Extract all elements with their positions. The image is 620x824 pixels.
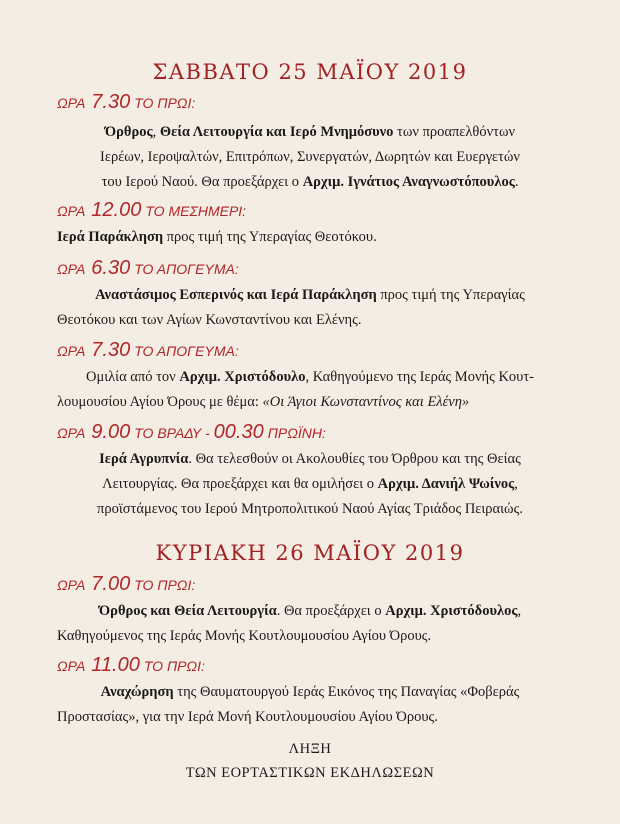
- event-text-line: Αναστάσιμος Εσπερινός και Ιερά Παράκληση προς τιμή της Υπεραγίας: [95, 287, 525, 303]
- time-heading-1100-morning: ΩΡΑ 11.00 ΤΟ ΠΡΩΙ:: [57, 654, 205, 676]
- time-heading-0900-night: ΩΡΑ 9.00 ΤΟ ΒΡΑΔΥ - 00.30 ΠΡΩΪΝΗ:: [57, 421, 326, 443]
- event-text-line: Ομιλία από τον Αρχιμ. Χριστόδουλο, Καθηγούμενο της Ιεράς Μονής Κουτ-: [85, 369, 535, 385]
- closing-line-events: ΤΩΝ ΕΟΡΤΑΣΤΙΚΩΝ ΕΚΔΗΛΩΣΕΩΝ: [185, 765, 435, 781]
- time-heading-0730-morning: ΩΡΑ 7.30 ΤΟ ΠΡΩΙ:: [57, 91, 196, 113]
- event-text-line: Ιερέων, Ιεροψαλτών, Επιτρόπων, Συνεργατών, Δωρητών και Ευεργετών: [100, 149, 520, 165]
- closing-line-end: ΛΗΞΗ: [288, 741, 332, 757]
- event-text-line: Όρθρος, Θεία Λειτουργία και Ιερό Μνημόσυνο των προαπελθόντων: [104, 124, 516, 140]
- time-heading-0730-afternoon: ΩΡΑ 7.30 ΤΟ ΑΠΟΓΕΥΜΑ:: [57, 339, 239, 361]
- event-text-line: Αναχώρηση της Θαυματουργού Ιεράς Εικόνος της Παναγίας «Φοβεράς: [100, 684, 520, 700]
- event-text-line: Θεοτόκου και των Αγίων Κωνσταντίνου και Ελένης.: [57, 312, 362, 328]
- event-text-line: του Ιερού Ναού. Θα προεξάρχει ο Αρχιμ. Ιγνάτιος Αναγνωστόπουλος.: [101, 174, 519, 190]
- time-heading-1200-noon: ΩΡΑ 12.00 ΤΟ ΜΕΣΗΜΕΡΙ:: [57, 199, 247, 221]
- event-text-line: λουμουσίου Αγίου Όρους με θέμα: «Οι Άγιοι Κωνσταντίνος και Ελένη»: [57, 394, 470, 410]
- event-text-line: προϊστάμενος του Ιερού Μητροπολιτικού Ναού Αγίας Τριάδος Πειραιώς.: [97, 501, 523, 517]
- time-heading-0700-morning: ΩΡΑ 7.00 ΤΟ ΠΡΩΙ:: [57, 573, 196, 595]
- day-title-sunday: ΚΥΡΙΑΚΗ 26 ΜΑΪΟΥ 2019: [155, 541, 465, 565]
- day-title-saturday: ΣΑΒΒΑΤΟ 25 ΜΑΪΟΥ 2019: [152, 60, 468, 84]
- event-text-line: Προστασίας», για την Ιερά Μονή Κουτλουμουσίου Αγίου Όρους.: [57, 709, 438, 725]
- event-text-line: Όρθρος και Θεία Λειτουργία. Θα προεξάρχει ο Αρχιμ. Χριστόδουλος,: [98, 603, 522, 619]
- event-text-line: Καθηγούμενος της Ιεράς Μονής Κουτλουμουσίου Αγίου Όρους.: [57, 628, 432, 644]
- event-text-line: Λειτουργίας. Θα προεξάρχει και θα ομιλήσει ο Αρχιμ. Δανιήλ Ψωίνος,: [102, 476, 518, 492]
- event-text-line: Ιερά Αγρυπνία. Θα τελεσθούν οι Ακολουθίες του Όρθρου και της Θείας: [99, 451, 521, 467]
- time-heading-0630-afternoon: ΩΡΑ 6.30 ΤΟ ΑΠΟΓΕΥΜΑ:: [57, 257, 239, 279]
- event-text-line: Ιερά Παράκληση προς τιμή της Υπεραγίας Θεοτόκου.: [57, 229, 377, 245]
